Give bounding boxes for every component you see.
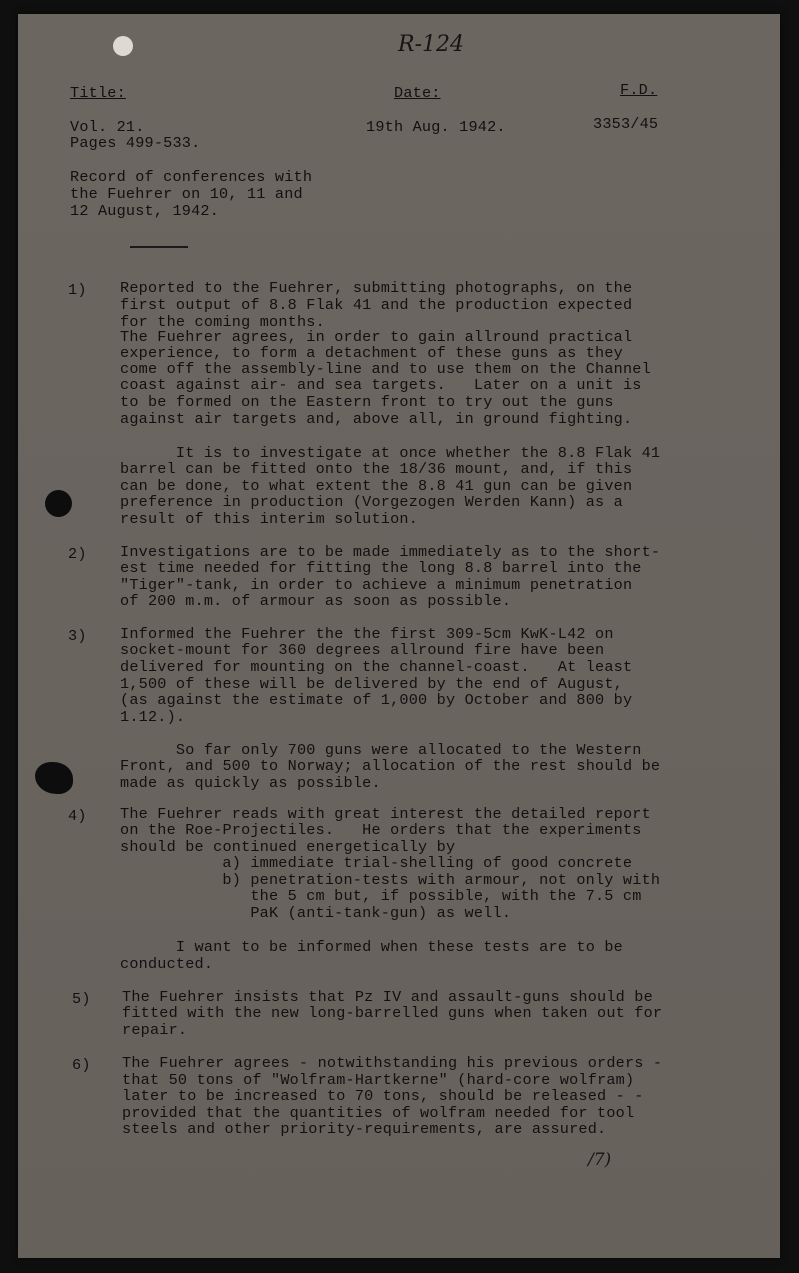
volume: Vol. 21. (70, 118, 145, 136)
text-line: coast against air- and sea targets. Later on a unit is (120, 376, 642, 394)
text-line: I want to be informed when these tests are to be (120, 938, 623, 956)
text-line: The Fuehrer agrees - notwithstanding his previous orders - (122, 1054, 663, 1072)
item-number: 5) (72, 990, 91, 1008)
text-line: steels and other priority-requirements, are assured. (122, 1120, 607, 1138)
fd-number: 3353/45 (593, 115, 659, 133)
document-date: 19th Aug. 1942. (366, 118, 506, 136)
text-line: So far only 700 guns were allocated to the Western (120, 741, 642, 759)
text-line: (as against the estimate of 1,000 by October and 800 by (120, 691, 633, 709)
text-line: b) penetration-tests with armour, not only with (92, 871, 661, 889)
text-line: 1,500 of these will be delivered by the end of August, (120, 675, 623, 693)
binder-hole-middle (45, 490, 72, 517)
text-line: It is to investigate at once whether the 8.8 Flak 41 (120, 444, 661, 462)
text-line: Front, and 500 to Norway; allocation of the rest should be (120, 757, 661, 775)
record-line: Record of conferences with (70, 168, 313, 186)
text-line: result of this interim solution. (120, 510, 419, 528)
date-label: Date: (394, 84, 441, 102)
item-number: 3) (68, 627, 87, 645)
text-line: "Tiger"-tank, in order to achieve a minimum penetration (120, 576, 633, 594)
text-line: first output of 8.8 Flak 41 and the production expected (120, 296, 633, 314)
text-line: socket-mount for 360 degrees allround fire have been (120, 641, 605, 659)
text-line: can be done, to what extent the 8.8 41 gun can be given (120, 477, 633, 495)
fd-label: F.D. (620, 81, 658, 99)
pages: Pages 499-533. (70, 134, 201, 152)
text-line: PaK (anti-tank-gun) as well. (92, 904, 512, 922)
text-line: barrel can be fitted onto the 18/36 mount, and, if this (120, 460, 633, 478)
text-line: that 50 tons of "Wolfram-Hartkerne" (hard-core wolfram) (122, 1071, 635, 1089)
text-line: on the Roe-Projectiles. He orders that the experiments (120, 821, 642, 839)
text-line: for the coming months. (120, 313, 325, 331)
item-number: 2) (68, 545, 87, 563)
text-line: the 5 cm but, if possible, with the 7.5 cm (92, 887, 642, 905)
title-label: Title: (70, 84, 126, 102)
text-line: est time needed for fitting the long 8.8 barrel into the (120, 559, 642, 577)
text-line: made as quickly as possible. (120, 774, 381, 792)
text-line: The Fuehrer agrees, in order to gain allround practical (120, 328, 633, 346)
text-line: Investigations are to be made immediately as to the short- (120, 543, 661, 561)
text-line: provided that the quantities of wolfram needed for tool (122, 1104, 635, 1122)
punch-hole-top (113, 36, 133, 56)
text-line: delivered for mounting on the channel-coast. At least (120, 658, 633, 676)
record-line: 12 August, 1942. (70, 202, 220, 220)
text-line: to be formed on the Eastern front to try out the guns (120, 393, 614, 411)
item-number: 4) (68, 807, 87, 825)
separator-rule (130, 246, 188, 248)
text-line: experience, to form a detachment of these guns as they (120, 344, 623, 362)
text-line: The Fuehrer reads with great interest the detailed report (120, 805, 651, 823)
text-line: against air targets and, above all, in ground fighting. (120, 410, 633, 428)
text-line: preference in production (Vorgezogen Werden Kann) as a (120, 493, 623, 511)
text-line: of 200 m.m. of armour as soon as possible. (120, 592, 512, 610)
text-line: repair. (122, 1021, 188, 1039)
text-line: Reported to the Fuehrer, submitting photographs, on the (120, 279, 633, 297)
handwritten-reference: R-124 (398, 32, 464, 57)
text-line: 1.12.). (120, 708, 186, 726)
text-line: a) immediate trial-shelling of good concrete (92, 854, 633, 872)
item-number: 1) (68, 281, 87, 299)
text-line: Informed the Fuehrer the the first 309-5cm KwK-L42 on (120, 625, 614, 643)
text-line: should be continued energetically by (120, 838, 456, 856)
text-line: fitted with the new long-barrelled guns when taken out for (122, 1004, 663, 1022)
text-line: conducted. (120, 955, 214, 973)
text-line: come off the assembly-line and to use them on the Channel (120, 360, 651, 378)
text-line: The Fuehrer insists that Pz IV and assault-guns should be (122, 988, 653, 1006)
record-line: the Fuehrer on 10, 11 and (70, 185, 303, 203)
handwritten-page-continuation: /7) (588, 1150, 612, 1170)
text-line: later to be increased to 70 tons, should be released - - (122, 1087, 644, 1105)
item-number: 6) (72, 1056, 91, 1074)
